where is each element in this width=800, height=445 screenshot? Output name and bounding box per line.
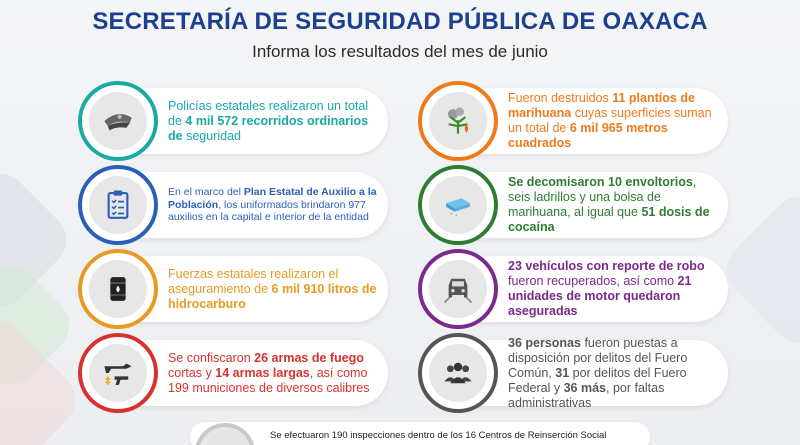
card-weapons [88,340,388,406]
page-subtitle: Informa los resultados del mes de junio [252,42,548,61]
page-title: SECRETARÍA DE SEGURIDAD PÚBLICA DE OAXACA [92,8,708,35]
card-badge [418,165,498,245]
header [0,8,800,62]
highlight-text: 36 más [563,380,606,395]
fuel-barrel-icon [101,272,135,306]
body-text: Se confiscaron [168,350,255,365]
highlight-text: 21 unidades de motor quedaron aseguradas [508,274,692,318]
body-text: , por faltas administrativas [508,380,665,410]
body-text: En el marco del [168,186,244,199]
card-badge [418,333,498,413]
body-text: , así como [309,365,368,380]
highlight-text: 51 dosis de cocaína [508,205,710,234]
highlight-text: Plan Estatal de Auxilio a la Población [168,186,377,211]
burning-plant-icon [441,104,475,138]
card-badge [78,249,158,329]
body-text: por delitos del Fuero Federal y [508,365,687,395]
highlight-text: Se decomisaron 10 envoltorios [508,175,693,189]
police-cap-icon [101,104,135,138]
body-text: cortas y [168,365,216,380]
card-text [168,172,380,238]
highlight-text: 31 [555,365,570,380]
body-text: fueron recuperados, así como [508,274,678,288]
body-text: Fuerzas estatales realizaron el aseguramiento de [168,266,339,296]
card-badge [418,249,498,329]
card-text [508,88,720,154]
highlight-text: 6 mil 910 litros de hidrocarburo [168,281,377,311]
card-text [508,172,720,238]
highlight-text: 11 plantíos de marihuana [508,91,695,120]
highlight-text: 14 armas largas [215,365,310,380]
body-text: 199 municiones de diversos calibres [168,380,370,395]
card-drugs [428,172,728,238]
card-detainees [428,335,728,410]
weapons-icon [101,356,135,390]
card-text [508,335,720,410]
highlight-text: 23 vehículos con reporte de robo [508,259,705,273]
body-text: Fueron destruidos [508,91,613,105]
vehicle-icon [441,272,475,306]
seized-packages-icon [441,188,475,222]
body-text: , los uniformados brindaron 977 auxilios en la capital e interior de la entidad [168,198,369,224]
card-text [168,88,380,154]
background-shape [715,185,800,355]
body-text: cuyas superficies suman un total de [508,106,712,135]
body-text: fueron puestas a disposición por delitos del Fuero Común, [508,335,688,380]
card-text [168,340,380,406]
card-badge [78,333,158,413]
body-text: Policías estatales realizaron un total de [168,98,369,128]
card-aid-plan [88,172,388,238]
highlight-text: 4 mil 572 recorridos ordinarios de [168,113,369,143]
card-patrols [88,88,388,154]
highlight-text: 26 armas de fuego [254,350,364,365]
highlight-text: 36 personas [508,335,581,350]
card-text [508,256,720,322]
card-plantations [428,88,728,154]
people-group-icon [441,356,475,390]
highlight-text: 6 mil 965 metros cuadrados [508,121,668,150]
clipboard-icon [101,188,135,222]
inspections-text: Se efectuaron 190 inspecciones dentro de los 16 Centros de Reinserción Social [270,430,607,441]
card-badge [418,81,498,161]
card-badge [78,165,158,245]
card-fuel [88,256,388,322]
card-vehicles [428,256,728,322]
body-text: seguridad [182,128,241,143]
body-text: , seis ladrillos y una bolsa de marihuana, al igual que [508,175,697,219]
card-text [168,256,380,322]
card-badge [78,81,158,161]
